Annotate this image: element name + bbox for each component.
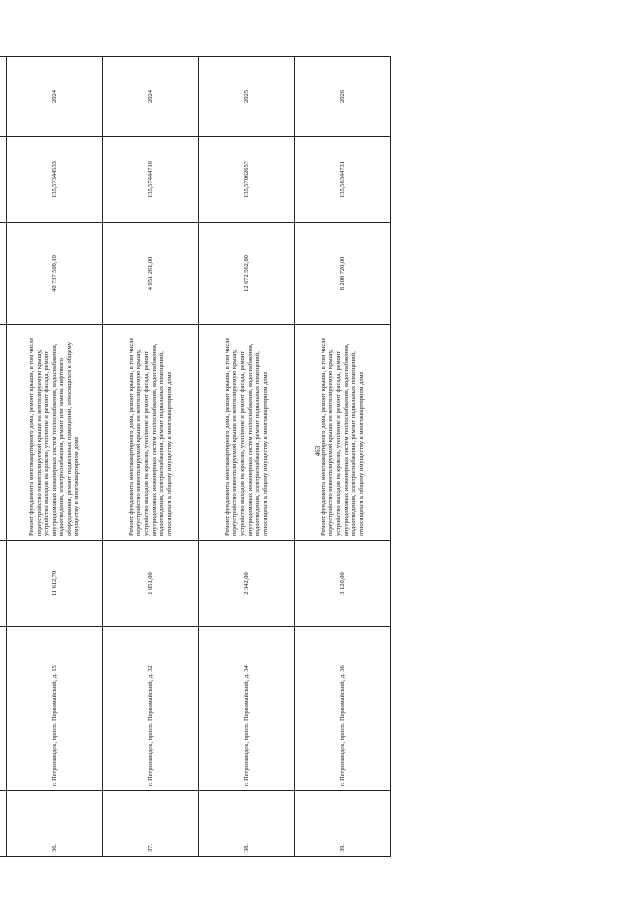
table-row <box>7 57 103 857</box>
table-container <box>0 57 390 857</box>
row-area: 2 342,00 <box>199 541 295 627</box>
row-cost: 40 737 509,10 <box>7 223 103 325</box>
row-cost: 4 951 261,00 <box>103 223 199 325</box>
row-area: 3 120,00 <box>295 541 391 627</box>
row-address: г. Петрозаводск, просп. Первомайский, д. 34 <box>199 627 295 791</box>
row-cost: 8 208 720,00 <box>295 223 391 325</box>
row-works: Ремонт фундамента многоквартирного дома, ремонт крыши, в том числе переустройство невентилируемой крыши на вентилируемую крышу, устройство выходов на кровлю, утепление и ремонт фасада, ремонт внутридомовых инженерных систем теплоснабжения, водоснабжения, водоотведения, электроснабжения, ремонт подвальных помещений, относящихся к общему имуществу в многоквартирном доме <box>199 325 295 541</box>
row-rate: 135,57062657 <box>199 137 295 223</box>
row-address: г. Петрозаводск, просп. Первомайский, д. 32 <box>103 627 199 791</box>
row-works: Ремонт фундамента многоквартирного дома, ремонт крыши, в том числе переустройство невентилируемой крыши на вентилируемую крышу, устройство выходов на кровлю, утепление и ремонт фасада, ремонт внутридомовых инженерных систем теплоснабжения, водоснабжения, водоотведения, электроснабжения, ремонт или замена лифтового оборудования, ремонт подвальных помещений, относящихся к общему имуществу в многоквартирном доме <box>7 325 103 541</box>
row-area: 11 612,70 <box>7 541 103 627</box>
row-rate: 135,57344533 <box>7 137 103 223</box>
capital-repair-table <box>0 56 391 857</box>
row-address: г. Петрозаводск, просп. Первомайский, д. 15 <box>7 627 103 791</box>
row-works: Ремонт фундамента многоквартирного дома, ремонт крыши, в том числе переустройство невентилируемой крыши на вентилируемую крышу, устройство выходов на кровлю, утепление и ремонт фасада, ремонт внутридомовых инженерных систем теплоснабжения, водоснабжения, водоотведения, электроснабжения, ремонт подвальных помещений, относящихся к общему имуществу в многоквартирном доме <box>103 325 199 541</box>
row-rate: 135,56344731 <box>295 137 391 223</box>
row-year: 2025 <box>199 57 295 137</box>
row-rate: 135,57444710 <box>103 137 199 223</box>
row-cost: 12 672 562,00 <box>199 223 295 325</box>
row-number: 39. <box>295 791 391 857</box>
row-works: Ремонт фундамента многоквартирного дома, ремонт крыши, в том числе переустройство невентилируемой крыши на вентилируемую крышу, устройство выходов на кровлю, утепление и ремонт фасада, ремонт внутридомовых инженерных систем теплоснабжения, водоснабжения, водоотведения, электроснабжения, ремонт подвальных помещений, относящихся к общему имуществу в многоквартирном доме <box>295 325 391 541</box>
row-year: 2024 <box>7 57 103 137</box>
table-row <box>295 57 391 857</box>
row-area: 1 051,00 <box>103 541 199 627</box>
table-row <box>103 57 199 857</box>
row-year: 2024 <box>103 57 199 137</box>
row-address: г. Петрозаводск, просп. Первомайский, д. 36 <box>295 627 391 791</box>
row-year: 2026 <box>295 57 391 137</box>
row-number: 38. <box>199 791 295 857</box>
row-number: 36. <box>7 791 103 857</box>
row-number: 37. <box>103 791 199 857</box>
page-number: 463 <box>314 445 322 457</box>
table-row <box>199 57 295 857</box>
